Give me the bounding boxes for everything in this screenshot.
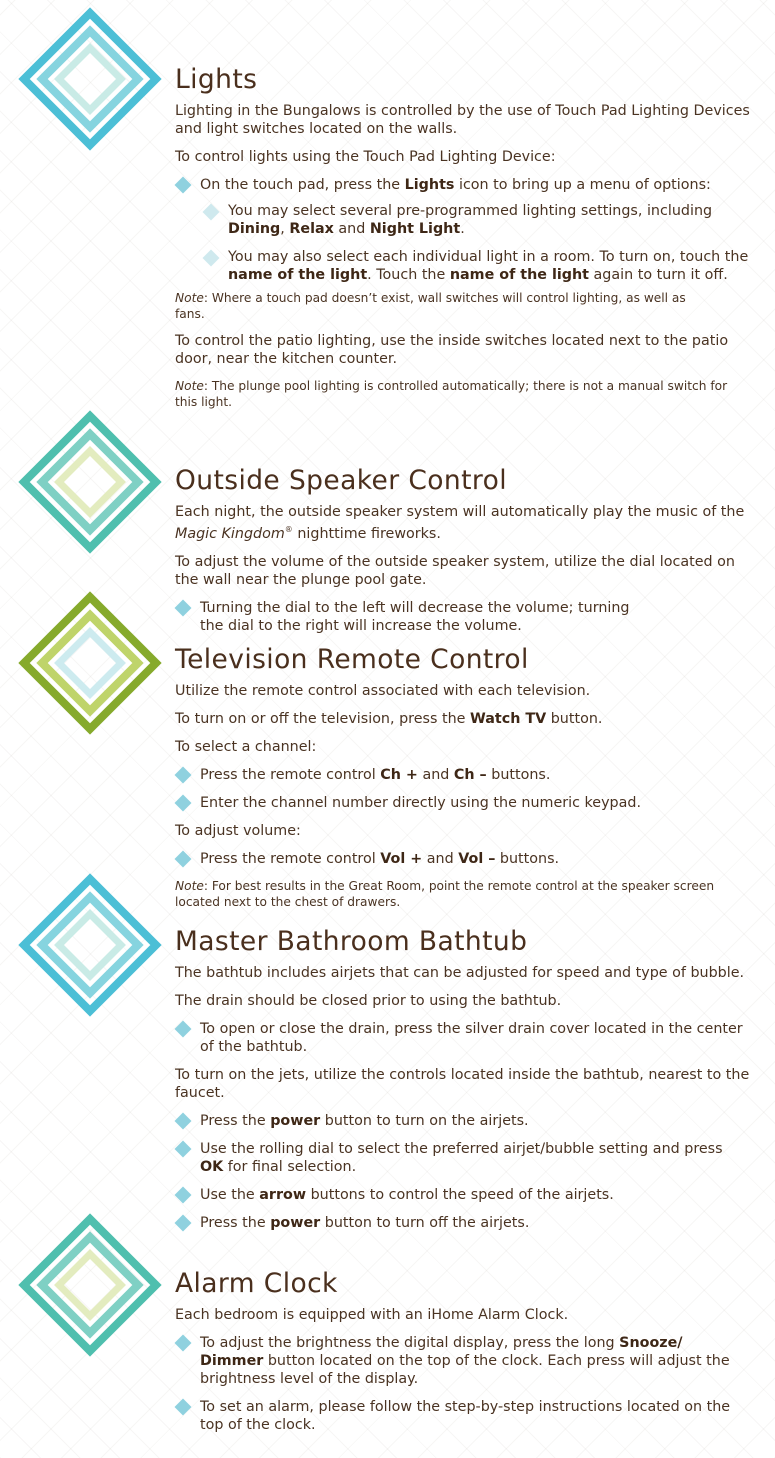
diamond-bullet-icon xyxy=(175,795,192,812)
bath-p3: To turn on the jets, utilize the controls located inside the bathtub, nearest to the faucet. xyxy=(175,1067,750,1101)
list-item: Turning the dial to the left will decrease the volume; turning the dial to the right will increase the volume. xyxy=(175,599,750,635)
bath-p2: The drain should be closed prior to using the bathtub. xyxy=(175,993,562,1009)
lights-note: Note: Where a touch pad doesn’t exist, wall switches will control lighting, as well as fans. xyxy=(175,291,686,321)
diamond-bullet-icon xyxy=(175,1141,192,1158)
tv-p3: To select a channel: xyxy=(175,739,317,755)
diamond-bullet-icon xyxy=(175,1335,192,1352)
diamond-bullet-icon xyxy=(175,1113,192,1130)
lights-sublist xyxy=(200,202,750,284)
lights-patio: To control the patio lighting, use the inside switches located next to the patio door, near the kitchen counter. xyxy=(175,333,729,367)
tv-p2: To turn on or off the television, press the Watch TV button. xyxy=(175,711,603,727)
diamond-emblem-icon xyxy=(17,409,163,555)
diamond-bullet-icon xyxy=(175,177,192,194)
list-item: Press the power button to turn on the airjets. xyxy=(175,1112,750,1130)
alarm-p1: Each bedroom is equipped with an iHome Alarm Clock. xyxy=(175,1307,569,1323)
speaker-list xyxy=(175,599,750,635)
list-item: You may also select each individual light in a room. To turn on, touch the name of the light. Touch the name of the light again to turn it off. xyxy=(200,248,750,284)
diamond-bullet-icon xyxy=(175,851,192,868)
tv-channel-list xyxy=(175,766,750,812)
diamond-bullet-icon xyxy=(175,1021,192,1038)
bath-drain-list xyxy=(175,1020,750,1056)
diamond-emblem-icon xyxy=(17,872,163,1018)
alarm-list xyxy=(175,1334,750,1434)
tv-p1: Utilize the remote control associated with each television. xyxy=(175,683,591,699)
lights-heading: Lights xyxy=(175,64,258,95)
bath-p1: The bathtub includes airjets that can be adjusted for speed and type of bubble. xyxy=(175,965,745,981)
diamond-bullet-icon xyxy=(175,1399,192,1416)
diamond-emblem-icon xyxy=(17,6,163,152)
list-item: To open or close the drain, press the silver drain cover located in the center of the bathtub. xyxy=(175,1020,750,1056)
list-item: Press the power button to turn off the airjets. xyxy=(175,1214,750,1232)
list-item: On the touch pad, press the Lights icon to bring up a menu of options: You may select several pre-programmed lighting settings, including Dining, Relax and Night Light. You may also select each individual light in a room. To turn on, touch the name of the light. Touch the name of the light again to turn it off. xyxy=(175,176,750,284)
diamond-emblem-icon xyxy=(17,1212,163,1358)
diamond-bullet-icon xyxy=(175,599,192,616)
bath-jets-list xyxy=(175,1112,750,1232)
alarm-heading: Alarm Clock xyxy=(175,1268,338,1299)
list-item: To adjust the brightness the digital display, press the long Snooze/ Dimmer button located on the top of the clock. Each press will adjust the brightness level of the display. xyxy=(175,1334,750,1388)
tv-heading: Television Remote Control xyxy=(175,644,529,675)
diamond-bullet-icon xyxy=(175,1187,192,1204)
lights-note-pool: Note: The plunge pool lighting is controlled automatically; there is not a manual switch for this light. xyxy=(175,379,728,409)
lights-intro: Lighting in the Bungalows is controlled by the use of Touch Pad Lighting Devices and light switches located on the walls. xyxy=(175,103,750,137)
list-item: Press the remote control Vol + and Vol – buttons. xyxy=(175,850,750,868)
tv-p4: To adjust volume: xyxy=(175,823,301,839)
list-item: Press the remote control Ch + and Ch – buttons. xyxy=(175,766,750,784)
tv-volume-list xyxy=(175,850,750,868)
tv-note: Note: For best results in the Great Room, point the remote control at the speaker screen located next to the chest of drawers. xyxy=(175,879,715,909)
list-item: To set an alarm, please follow the step-by-step instructions located on the top of the clock. xyxy=(175,1398,750,1434)
diamond-bullet-icon xyxy=(203,204,220,221)
speaker-heading: Outside Speaker Control xyxy=(175,465,507,496)
speaker-p1: Each night, the outside speaker system will automatically play the music of the Magic Kingdom® nighttime fireworks. xyxy=(175,504,745,542)
diamond-emblem-icon xyxy=(17,590,163,736)
speaker-p2: To adjust the volume of the outside speaker system, utilize the dial located on the wall near the plunge pool gate. xyxy=(175,553,735,588)
lights-list xyxy=(175,176,750,284)
lights-control-intro: To control lights using the Touch Pad Lighting Device: xyxy=(175,149,556,165)
list-item: Enter the channel number directly using the numeric keypad. xyxy=(175,794,750,812)
diamond-bullet-icon xyxy=(175,767,192,784)
list-item: Use the rolling dial to select the preferred airjet/bubble setting and press OK for final selection. xyxy=(175,1140,750,1176)
list-item: You may select several pre-programmed lighting settings, including Dining, Relax and Night Light. xyxy=(200,202,750,238)
diamond-bullet-icon xyxy=(203,250,220,267)
list-item: Use the arrow buttons to control the speed of the airjets. xyxy=(175,1186,750,1204)
diamond-bullet-icon xyxy=(175,1215,192,1232)
bath-heading: Master Bathroom Bathtub xyxy=(175,926,528,957)
